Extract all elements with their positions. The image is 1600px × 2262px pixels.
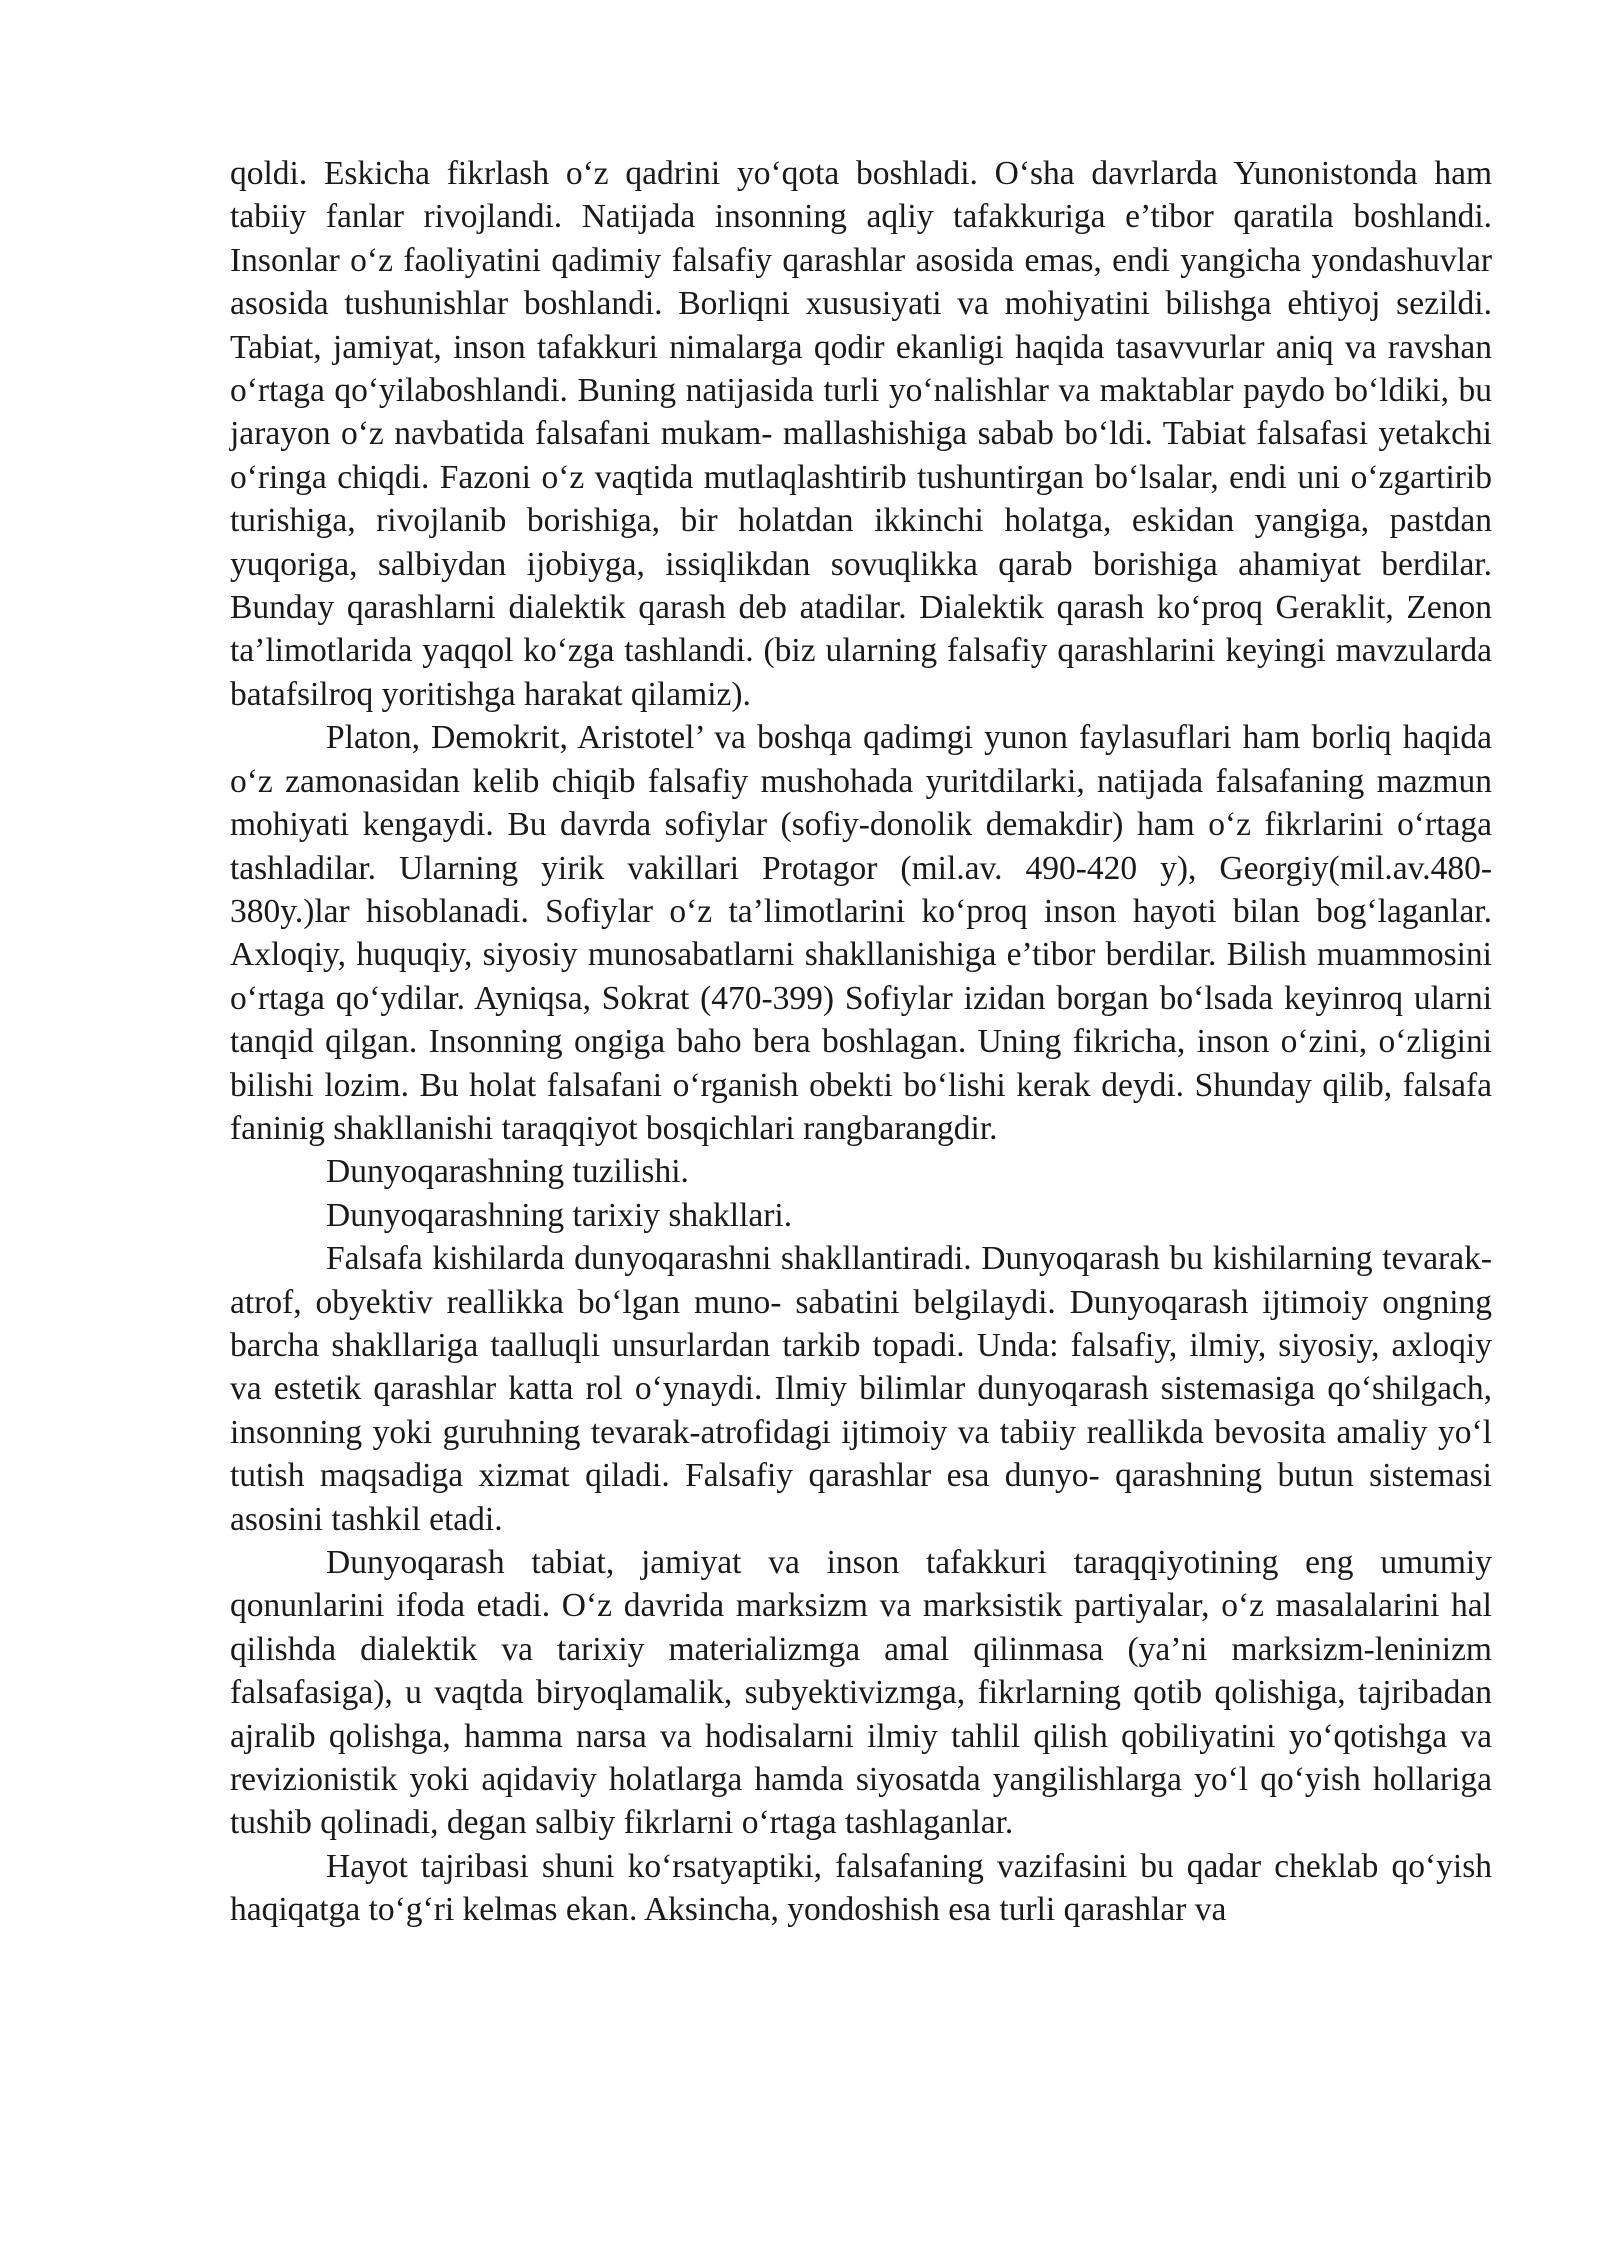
paragraph-1: qoldi. Eskicha fikrlash oʻz qadrini yoʻqota boshladi. Oʻsha davrlarda Yunonistonda ham tabiiy fanlar rivojlandi. Natijada insonning aqliy tafakkuriga e’tibor qaratila boshlandi. Insonlar oʻz faoliyatini qadimiy falsafiy qarashlar asosida emas, endi yangicha yondashuvlar asosida tushunishlar boshlandi. Borliqni xususiyati va mohiyatini bilishga ehtiyoj sezildi. Tabiat, jamiyat, inson tafakkuri nimalarga qodir ekanligi haqida tasavvurlar aniq va ravshan oʻrtaga qoʻyilaboshlandi. Buning natijasida turli yoʻnalishlar va maktablar paydo boʻldiki, bu jarayon oʻz navbatida falsafani mukam- mallashishiga sabab boʻldi. Tabiat falsafasi yetakchi oʻringa chiqdi. Fazoni oʻz vaqtida mutlaqlashtirib tushuntirgan boʻlsalar, endi uni oʻzgartirib turishiga, rivojlanib borishiga, bir holatdan ikkinchi holatga, eskidan yangiga, pastdan yuqoriga, salbiydan ijobiyga, issiqlikdan sovuqlikka qarab borishiga ahamiyat berdilar. Bunday qarashlarni dialektik qarash deb atadilar. Dialektik qarash koʻproq Geraklit, Zenon ta’limotlarida yaqqol koʻzga tashlandi. (biz ularning falsafiy qarashlarini keyingi mavzularda batafsilroq yoritishga harakat qilamiz).: [230, 155, 1492, 713]
heading-structure: Dunyoqarashning tuzilishi.: [326, 1153, 689, 1191]
paragraph-5: Hayot tajribasi shuni koʻrsatyaptiki, falsafaning vazifasini bu qadar cheklab qoʻyish haqiqatga toʻgʻri kelmas ekan. Aksincha, yondoshish esa turli qarashlar va: [230, 1847, 1492, 1929]
paragraph-2: Platon, Demokrit, Aristotel’ va boshqa qadimgi yunon faylasuflari ham borliq haqida oʻz zamonasidan kelib chiqib falsafiy mushohada yuritdilarki, natijada falsafaning mazmun mohiyati kengaydi. Bu davrda sofiylar (sofiy-donolik demakdir) ham oʻz fikrlarini oʻrtaga tashladilar. Ularning yirik vakillari Protagor (mil.av. 490-420 y), Georgiy(mil.av.480-380y.)lar hisoblanadi. Sofiylar oʻz ta’limotlarini koʻproq inson hayoti bilan bogʻlaganlar. Axloqiy, huquqiy, siyosiy munosabatlarni shakllanishiga e’tibor berdilar. Bilish muammosini oʻrtaga qoʻydilar. Ayniqsa, Sokrat (470-399) Sofiylar izidan borgan boʻlsada keyinroq ularni tanqid qilgan. Insonning ongiga baho bera boshlagan. Uning fikricha, inson oʻzini, oʻzligini bilishi lozim. Bu holat falsafani oʻrganish obekti boʻlishi kerak deydi. Shunday qilib, falsafa faninig shakllanishi taraqqiyot bosqichlari rangbarangdir.: [230, 719, 1492, 1147]
document-page: [230, 152, 1492, 1932]
paragraph-3: Falsafa kishilarda dunyoqarashni shakllantiradi. Dunyoqarash bu kishilarning tevarak-atrof, obyektiv reallikka boʻlgan muno- sabatini belgilaydi. Dunyoqarash ijtimoiy ongning barcha shakllariga taalluqli unsurlardan tarkib topadi. Unda: falsafiy, ilmiy, siyosiy, axloqiy va estetik qarashlar katta rol oʻynaydi. Ilmiy bilimlar dunyoqarash sistemasiga qoʻshilgach, insonning yoki guruhning tevarak-atrofidagi ijtimoiy va tabiiy reallikda bevosita amaliy yoʻl tutish maqsadiga xizmat qiladi. Falsafiy qarashlar esa dunyo- qarashning butun sistemasi asosini tashkil etadi.: [230, 1240, 1492, 1538]
heading-historical-forms: Dunyoqarashning tarixiy shakllari.: [326, 1196, 793, 1234]
paragraph-4: Dunyoqarash tabiat, jamiyat va inson tafakkuri taraqqiyotining eng umumiy qonunlarini ifoda etadi. Oʻz davrida marksizm va marksistik partiyalar, oʻz masalalarini hal qilishda dialektik va tarixiy materializmga amal qilinmasa (ya’ni marksizm-leninizm falsafasiga), u vaqtda biryoqlamalik, subyektivizmga, fikrlarning qotib qolishiga, tajribadan ajralib qolishga, hamma narsa va hodisalarni ilmiy tahlil qilish qobiliyatini yoʻqotishga va revizionistik yoki aqidaviy holatlarga hamda siyosatda yangilishlarga yoʻl qoʻyish hollariga tushib qolinadi, degan salbiy fikrlarni oʻrtaga tashlaganlar.: [230, 1544, 1492, 1842]
